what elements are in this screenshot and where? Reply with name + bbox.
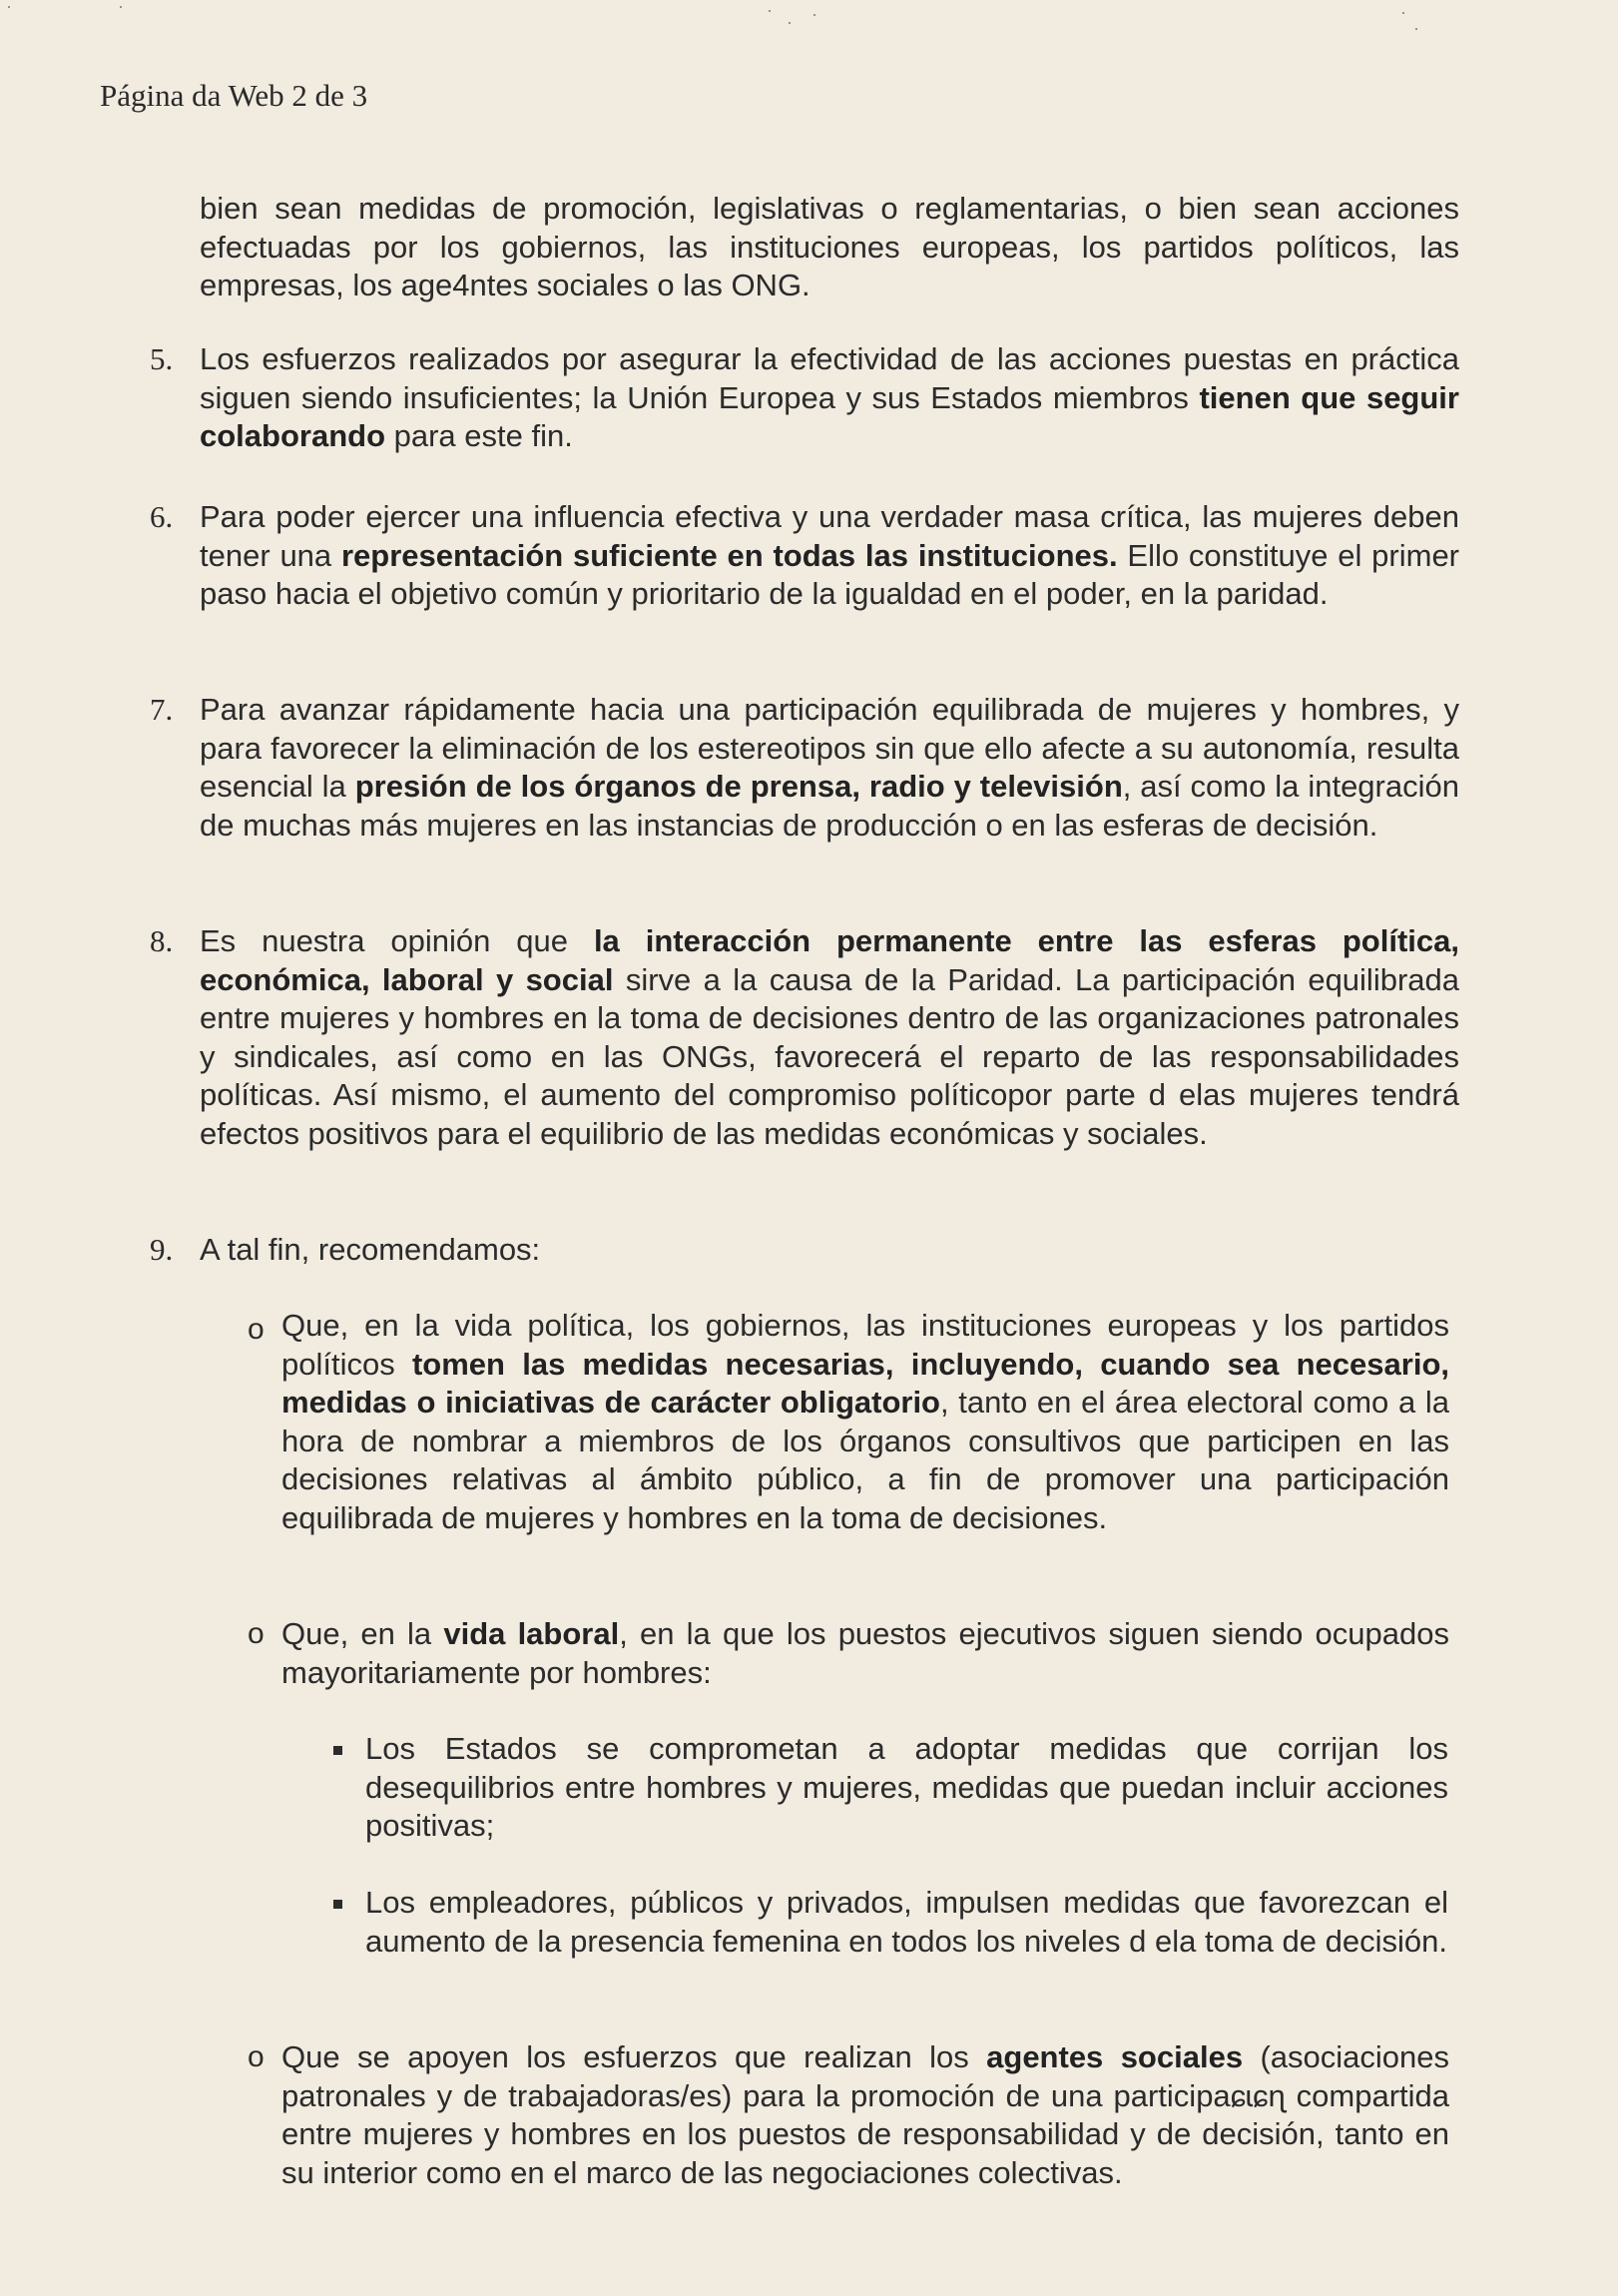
paragraph-6 [200,498,1459,614]
bold-text: la interacción permanente entre las esferas política, económica, laboral y social [200,923,1459,997]
bold-text: tienen que seguir colaborando [200,379,1459,453]
bold-text: tomen las medidas necesarias, incluyendo, cuando sea necesario, medidas o iniciativas de carácter obligatorio [281,1346,1449,1420]
bold-text: presión de los órganos de prensa, radio y televisión [354,769,1123,804]
recommendation-employers: Los empleadores, públicos y privados, impulsen medidas que favorezcan el aumento de la presencia femenina en todos los niveles d ela toma de decisión. [365,1885,1448,1959]
paragraph-9: A tal fin, recomendamos: [200,1232,541,1267]
intro-paragraph [200,190,1459,305]
bold-text: vida laboral [443,1616,620,1651]
text-run: Los esfuerzos realizados por asegurar la efectividad de las acciones puestas en práctica siguen siendo insuficientes; la Unión Europea y sus Estados miembros [200,341,1459,415]
recommendation-social-agents [281,2038,1449,2192]
text-run: Que, en la vida política, los gobiernos, las instituciones europeas y los partidos políticos [281,1308,1449,1382]
text-run: sirve a la causa de la Paridad. La participación equilibrada entre mujeres y hombres en la toma de decisiones dentro de las organizaciones patronales y sindicales, así como en las ONGs, favorecerá el reparto de las responsabilidades políticas. Así mismo, el aumento del compromiso políticopor parte d elas mujeres tendrá efectos positivos para el equilibrio de las medidas económicas y sociales. [200,961,1459,1151]
scan-speck [1402,12,1404,14]
item-number: 6. [150,499,174,534]
paragraph-7 [200,691,1459,845]
scan-speck [769,10,771,12]
scan-speck [120,6,122,8]
scan-speck [8,6,10,8]
scan-speck [813,14,815,16]
text-run: Es nuestra opinión que [200,923,594,958]
intro-line: políticos, las empresas, los age4ntes sociales o las ONG. [200,229,1459,302]
text-run: , así como la integración de muchas más mujeres en las instancias de producción o en las esferas de decisión. [200,769,1459,843]
page-header: Página da Web 2 de 3 [100,78,368,113]
text-run: , tanto en el área electoral como a la hora de nombrar a miembros de los órganos consultivos que participen en las decisiones relativas al ámbito público, a fin de promover una participación equilibrada de mujeres y hombres en la toma de decisiones. [281,1385,1449,1535]
intro-line: acciones efectuadas por los gobiernos, las instituciones europeas, los partidos [200,191,1459,265]
text-run: Para avanzar rápidamente hacia una participación equilibrada de mujeres y hombres, y para favorecer la eliminación de los estereotipos sin que ello afecte a su autonomía, resulta esencial la [200,692,1459,804]
paragraph-5 [200,340,1459,456]
item-number: 7. [150,692,174,727]
circle-bullet: o [248,1617,265,1650]
bold-text: agentes sociales [986,2039,1244,2074]
item-number: 8. [150,923,174,958]
text-run: Ello constituye el primer paso hacia el objetivo común y prioritario de la igualdad en el poder, en la paridad. [200,537,1460,611]
paragraph-8 [200,922,1459,1153]
circle-bullet: o [248,1313,265,1346]
square-bullet [333,1746,342,1755]
text-run: Que se apoyen los esfuerzos que realizan los [281,2039,987,2074]
recommendation-states: Los Estados se comprometan a adoptar medidas que corrijan los desequilibrios entre hombres y mujeres, medidas que puedan incluir acciones positivas; [365,1731,1448,1843]
text-run: Para poder ejercer una influencia efectiva y una verdader masa crítica, las mujeres deben tener una [200,499,1459,573]
bold-text: representación suficiente en todas las instituciones. [340,537,1118,573]
recommendation-political [281,1307,1449,1537]
item-number: 9. [150,1232,174,1267]
item-number: 5. [150,341,174,376]
recommendation-labor [281,1615,1449,1692]
scan-speck [789,22,791,24]
intro-line: bien sean medidas de promoción, legislativas o reglamentarias, o bien sean [200,191,1338,226]
text-run: (asociaciones patronales y de trabajadoras/es) para la promoción de una participaɕɩɕɳ compartida entre mujeres y hombres en los puestos de responsabilidad y de decisión, tanto en su interior como en el marco de las negociaciones colectivas. [281,2039,1449,2190]
circle-bullet: o [248,2040,265,2073]
text-run: para este fin. [385,418,573,453]
square-bullet [333,1900,342,1909]
text-run: Que, en la [281,1616,444,1651]
scan-speck [1415,28,1417,30]
text-run: , en la que los puestos ejecutivos siguen siendo ocupados mayoritariamente por hombres: [281,1616,1449,1690]
